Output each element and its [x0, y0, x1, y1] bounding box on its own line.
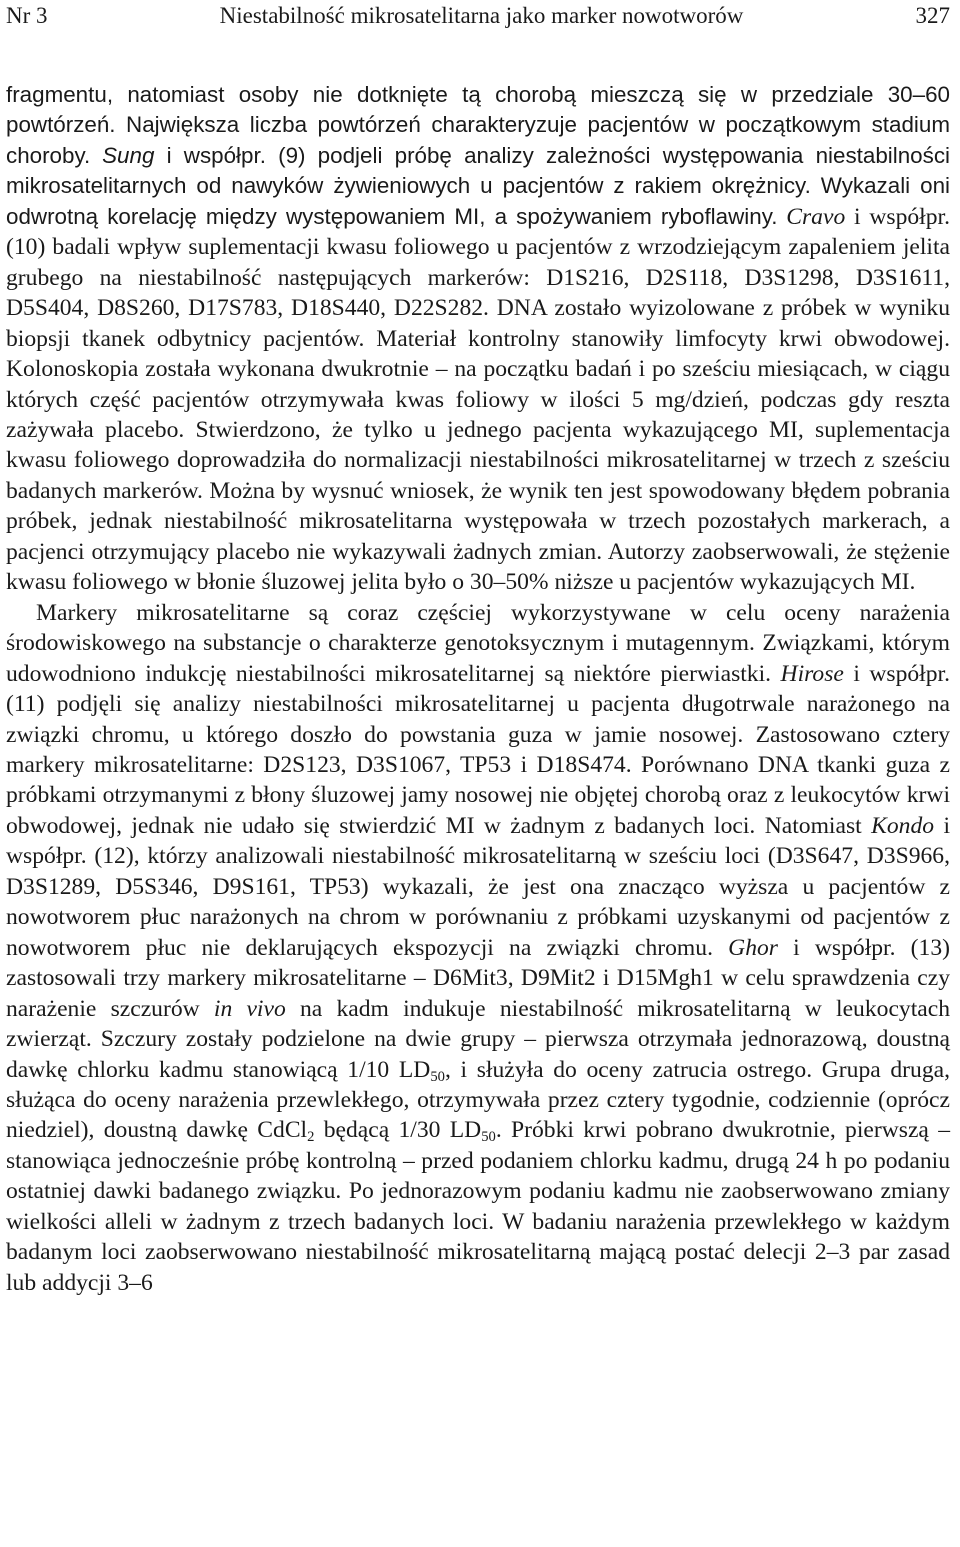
subscript: 50	[481, 1129, 496, 1146]
text-run: i współpr. (10) badali wpływ suplementacji kwasu foliowego u pacjentów z wrzodziejącym zapaleniem jelita grubego na niestabilność następujących markerów: D1S216, D2S118, D3S1298, D3S1611, D5S404, D8S260, D17S783, D18S440, D22S282. DNA zostało wyizolowane z próbek w wyniku biopsji tkanek odbytnicy pacjentów. Materiał kontrolny stanowiły limfocyty krwi obwodowej. Kolonoskopia została wykonana dwukrotnie – na początku badań i po sześciu miesiącach, w ciągu których część pacjentów otrzymywała kwas foliowy w ilości 5 mg/dzień, podczas gdy reszta zażywała placebo. Stwierdzono, że tylko u jednego pacjenta wykazującego MI, suplementacja kwasu foliowego doprowadziła do normalizacji niestabilności mikrosatelitarnej w trzech z sześciu badanych markerów. Można by wysnuć wniosek, że wynik ten jest spowodowany błędem pobrania próbek, jednak niestabilność mikrosatelitarna występowała w trzech pozostałych markerach, a pacjenci otrzymujący placebo nie wykazywali żadnych zmian. Autorzy zaobserwowali, że stężenie kwasu foliowego w błonie śluzowej jelita było o 30–50% niższe u pacjentów wykazujących MI.	[6, 203, 950, 596]
subscript: 2	[307, 1129, 315, 1146]
subscript: 50	[430, 1068, 445, 1085]
article-body	[6, 80, 950, 1298]
text-run: i współpr. (13) zastosowali trzy markery mikrosatelitarne – D6Mit3, D9Mit2 i D15Mgh1 w celu sprawdzenia czy narażenie szczurów	[6, 934, 950, 1022]
page-number: 327	[915, 3, 950, 28]
author-name: Hirose	[780, 660, 844, 687]
running-header	[6, 0, 950, 34]
author-name: Sung	[102, 142, 155, 168]
text-run: na kadm indukuje niestabilność mikrosatelitarną w leukocytach zwierząt. Szczury zostały podzielone na dwie grupy – pierwsza otrzymała jednorazową, doustną dawkę chlorku kadmu stanowiącą 1/10 LD	[6, 995, 951, 1083]
latin-term: in vivo	[213, 995, 286, 1022]
running-title: Niestabilność mikrosatelitarna jako marker nowotworów	[219, 3, 744, 28]
author-name: Kondo	[871, 812, 935, 839]
text-run: fragmentu, natomiast osoby nie dotknięte tą chorobą mieszczą się w przedziale 30–60 powtórzeń. Największa liczba powtórzeń charakteryzuje pacjentów w początkowym stadium choroby.	[6, 82, 950, 168]
text-run: i współpr. (11) podjęli się analizy niestabilności mikrosatelitarnej u pacjenta długotrwale narażonego na związki chromu, u którego doszło do powstania guza w jamie nosowej. Zastosowano cztery markery mikrosatelitarne: D2S123, D3S1067, TP53 i D18S474. Porównano DNA tkanki guza z próbkami otrzymanymi z błony śluzowej jamy nosowej nie objętej chorobą oraz z leukocytów krwi obwodowej, jednak nie udało się stwierdzić MI w żadnym z badanych loci. Natomiast	[6, 660, 950, 839]
text-run: i współpr. (12), którzy analizowali niestabilność mikrosatelitarną w sześciu loci (D3S647, D3S966, D3S1289, D5S346, D9S161, TP53) wykazali, że jest ona znacząco wyższa u pacjentów z nowotworem płuc narażonych na chrom w porównaniu z próbkami uzyskanymi od pacjentów z nowotworem płuc nie deklarujących ekspozycji na związki chromu.	[6, 812, 950, 961]
text-run: i współpr. (9) podjeli próbę analizy zależności występowania niestabilności mikrosatelitarnych od nawyków żywieniowych u pacjentów z rakiem okrężnicy. Wykazali oni odwrotną korelację między występowaniem MI, a spożywaniem ryboflawiny.	[6, 142, 950, 229]
text-run: . Próbki krwi pobrano dwukrotnie, pierwszą – stanowiąca jednocześnie próbę kontrolną – przed podaniem chlorku kadmu, drugą 24 h po podaniu ostatniej dawki badanego związku. Po jednorazowym podaniu kadmu nie zaobserwowano zmiany wielkości alleli w żadnym z trzech badanych loci. W badaniu narażenia przewlekłego w każdym badanym loci zaobserwowano niestabilność mikrosatelitarną mającą postać delecji 2–3 par zasad lub addycji 3–6	[6, 1117, 950, 1296]
text-run: Markery mikrosatelitarne są coraz częściej wykorzystywane w celu oceny narażenia środowiskowego na substancje o charakterze genotoksycznym i mutagennym. Związkami, którym udowodniono indukcję niestabilności mikrosatelitarnej są niektóre pierwiastki.	[6, 599, 950, 687]
paragraph-1	[6, 80, 950, 598]
author-name: Ghor	[728, 934, 778, 961]
author-name: Cravo	[786, 203, 846, 230]
text-run: , i służyła do oceny zatrucia ostrego. Grupa druga, służąca do oceny narażenia przewlekłego, otrzymywała przez cztery tygodnie, codziennie (oprócz niedziel), doustną dawkę CdCl	[6, 1056, 950, 1144]
issue-number: Nr 3	[6, 3, 48, 28]
paragraph-2	[6, 598, 950, 1298]
text-run: będącą 1/30 LD	[314, 1117, 482, 1144]
